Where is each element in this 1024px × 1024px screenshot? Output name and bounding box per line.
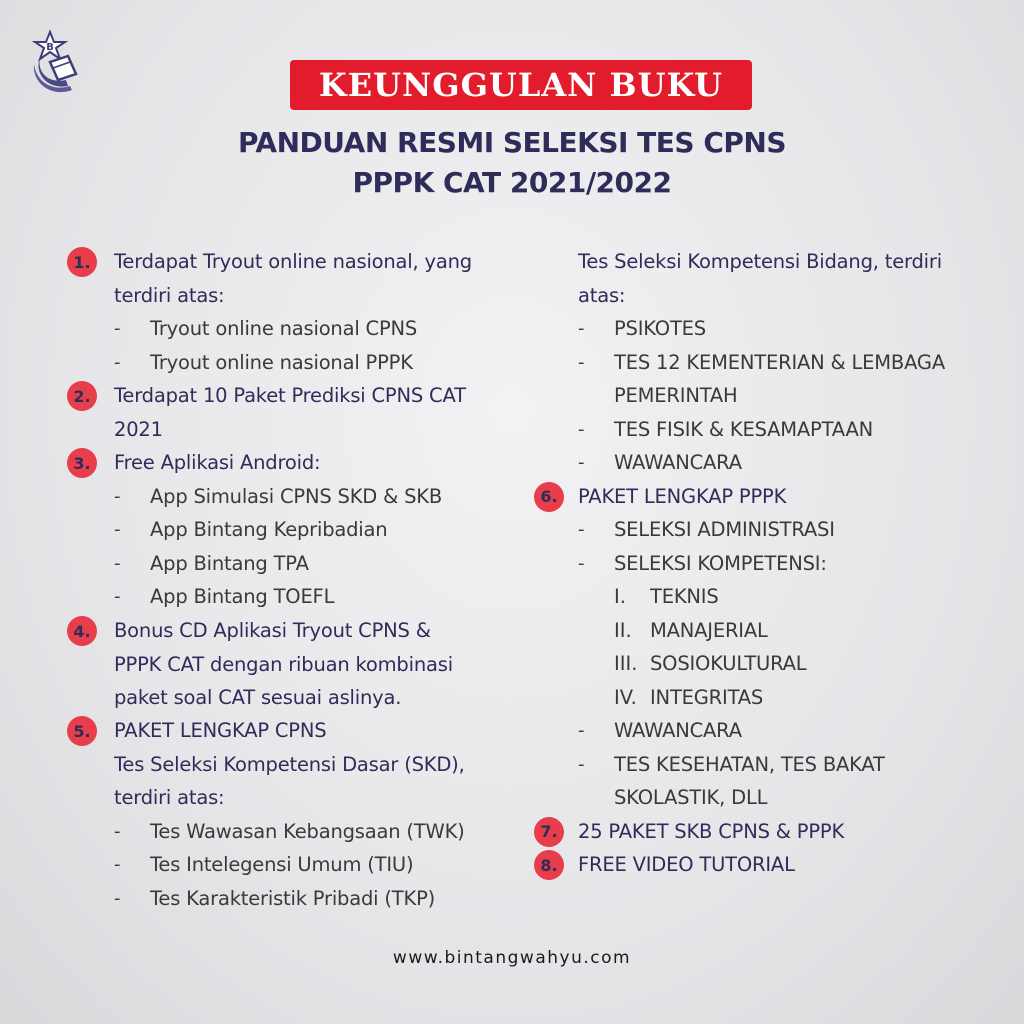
sub-item-text: Tes Karakteristik Pribadi (TKP)	[150, 886, 436, 910]
roman-numeral: I.	[614, 585, 626, 608]
sub-item-text: Tryout online nasional PPPK	[150, 350, 413, 374]
item-number-badge: 6.	[534, 482, 564, 512]
dash-bullet: -	[114, 820, 121, 842]
sub-item-text: SELEKSI ADMINISTRASI	[614, 518, 835, 541]
list-item-text: atas:	[578, 283, 626, 307]
sub-item-text: App Bintang TPA	[150, 551, 309, 575]
sub-item-text: Tes Wawasan Kebangsaan (TWK)	[150, 819, 465, 843]
list-item-text: Terdapat Tryout online nasional, yang	[114, 250, 472, 273]
item-number-badge: 1.	[67, 247, 97, 277]
dash-bullet: -	[114, 351, 121, 373]
sub-item-text: INTEGRITAS	[650, 685, 764, 709]
list-item-text: paket soal CAT sesuai aslinya.	[114, 686, 402, 709]
sub-item-text: TES FISIK & KESAMAPTAAN	[614, 417, 874, 441]
brand-logo	[28, 28, 92, 100]
roman-numeral: IV.	[614, 685, 637, 709]
roman-numeral: II.	[614, 618, 632, 642]
list-item-text: 25 PAKET SKB CPNS & PPPK	[578, 819, 845, 843]
sub-item-text: TES 12 KEMENTERIAN & LEMBAGA	[614, 350, 945, 374]
dash-bullet: -	[114, 519, 121, 540]
list-item-text: PPPK CAT dengan ribuan kombinasi	[114, 652, 453, 676]
sub-item-text: Tryout online nasional CPNS	[150, 317, 418, 340]
sub-item-text: MANAJERIAL	[650, 618, 768, 642]
sub-item-text: App Simulasi CPNS SKD & SKB	[150, 484, 443, 508]
list-item-text: Tes Seleksi Kompetensi Dasar (SKD),	[114, 752, 465, 776]
svg-text:B: B	[46, 42, 54, 53]
sub-item-text: TEKNIS	[650, 585, 719, 608]
sub-item-text: WAWANCARA	[614, 451, 742, 474]
list-item-text: 2021	[114, 417, 163, 441]
page-title-line-1: PANDUAN RESMI SELEKSI TES CPNS	[237, 126, 786, 159]
dash-bullet: -	[578, 519, 585, 540]
dash-bullet: -	[114, 854, 121, 875]
dash-bullet: -	[578, 351, 585, 373]
list-item-text: Bonus CD Aplikasi Tryout CPNS &	[114, 619, 431, 642]
sub-item-text: PSIKOTES	[614, 317, 706, 340]
sub-item-text: App Bintang Kepribadian	[150, 518, 388, 541]
list-item-text: terdiri atas:	[114, 283, 225, 307]
page-title-line-2: PPPK CAT 2021/2022	[352, 166, 672, 199]
dash-bullet: -	[578, 452, 585, 473]
dash-bullet: -	[114, 887, 121, 909]
item-number-badge: 2.	[67, 381, 97, 411]
list-item-text: PAKET LENGKAP CPNS	[114, 719, 327, 742]
sub-item-text: TES KESEHATAN, TES BAKAT	[614, 752, 885, 776]
list-item-text: FREE VIDEO TUTORIAL	[578, 853, 795, 876]
list-item-text: Tes Seleksi Kompetensi Bidang, terdiri	[578, 250, 942, 273]
roman-numeral: III.	[614, 652, 638, 675]
item-number-badge: 3.	[67, 448, 97, 478]
sub-item-text: SELEKSI KOMPETENSI:	[614, 551, 827, 575]
list-item-text: Free Aplikasi Android:	[114, 451, 321, 474]
sub-item-text: PEMERINTAH	[614, 384, 738, 407]
title-banner	[290, 60, 752, 110]
list-item-text: terdiri atas:	[114, 786, 225, 809]
star-book-logo-icon	[28, 28, 92, 100]
sub-item-text: SKOLASTIK, DLL	[614, 786, 768, 809]
dash-bullet: -	[578, 753, 585, 775]
sub-item-text: App Bintang TOEFL	[150, 585, 335, 608]
dash-bullet: -	[578, 720, 585, 741]
item-number-badge: 5.	[67, 716, 97, 746]
dash-bullet: -	[578, 552, 585, 574]
item-number-badge: 8.	[534, 850, 564, 880]
sub-item-text: Tes Intelegensi Umum (TIU)	[150, 853, 414, 876]
dash-bullet: -	[114, 485, 121, 507]
item-number-badge: 7.	[534, 817, 564, 847]
dash-bullet: -	[578, 418, 585, 440]
sub-item-text: WAWANCARA	[614, 719, 742, 742]
dash-bullet: -	[114, 318, 121, 339]
dash-bullet: -	[114, 552, 121, 574]
dash-bullet: -	[114, 586, 121, 607]
item-number-badge: 4.	[67, 616, 97, 646]
dash-bullet: -	[578, 318, 585, 339]
list-item-text: Terdapat 10 Paket Prediksi CPNS CAT	[114, 384, 466, 407]
website-url: www.bintangwahyu.com	[392, 948, 632, 968]
banner-text: KEUNGGULAN BUKU	[318, 66, 724, 104]
sub-item-text: SOSIOKULTURAL	[650, 652, 807, 675]
list-item-text: PAKET LENGKAP PPPK	[578, 484, 787, 508]
